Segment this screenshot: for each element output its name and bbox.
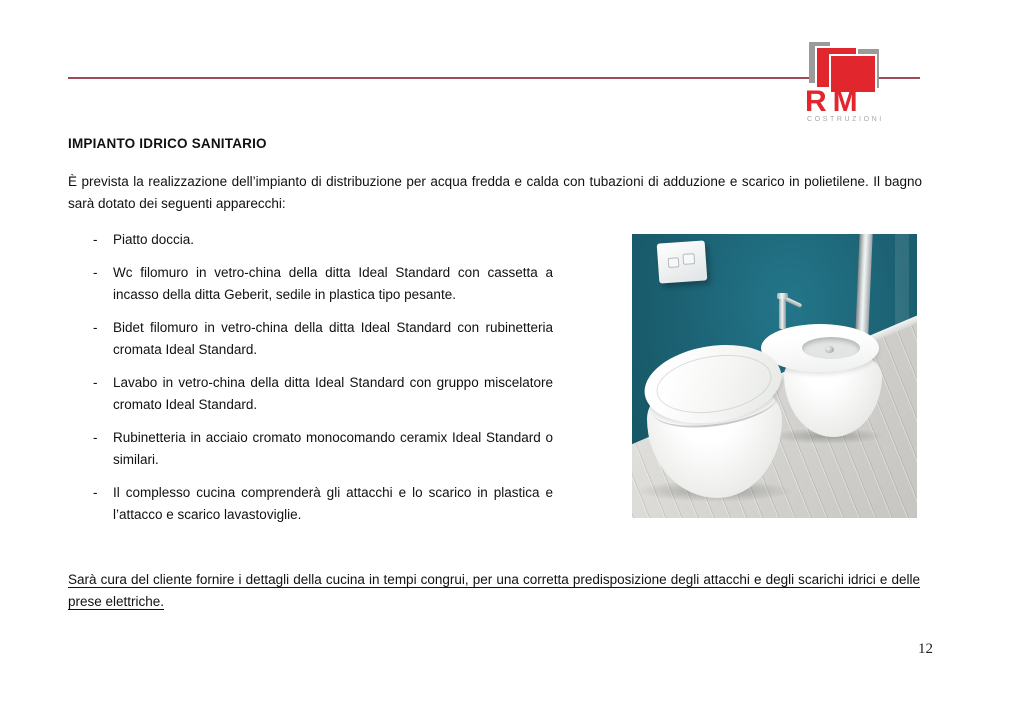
intro-paragraph: È prevista la realizzazione dell’impianto di distribuzione per acqua fredda e calda con tubazioni di adduzione e scarico in polietilene. Il bagno sarà dotato dei seguenti apparecchi: — [68, 174, 922, 211]
dash-bullet: - — [93, 320, 98, 335]
list-item — [93, 229, 558, 251]
footer-note: Sarà cura del cliente fornire i dettagli della cucina in tempi congrui, per una corretta predisposizione degli attacchi e degli scarichi idrici e delle prese elettriche. — [68, 572, 920, 609]
dash-bullet: - — [93, 232, 98, 247]
list-item-text: Lavabo in vetro-china della ditta Ideal Standard con gruppo miscelatore cromato Ideal Standard. — [113, 375, 553, 412]
list-item-text: Piatto doccia. — [113, 232, 195, 247]
company-logo — [800, 38, 925, 130]
page-number: 12 — [918, 641, 933, 657]
fixtures-list — [93, 229, 558, 537]
list-item — [93, 427, 558, 471]
list-item-text: Wc filomuro in vetro-china della ditta Ideal Standard con cassetta a incasso della ditta Geberit, sedile in plastica tipo pesante. — [113, 265, 553, 302]
logo-subtext: COSTRUZIONI — [807, 116, 884, 123]
list-item-text: Il complesso cucina comprenderà gli attacchi e lo scarico in plastica e l’attacco e scarico lavastoviglie. — [113, 485, 553, 522]
flush-button-small — [668, 257, 680, 268]
header-rule — [68, 77, 920, 79]
list-item — [93, 317, 558, 361]
page-title: IMPIANTO IDRICO SANITARIO — [68, 136, 267, 151]
bidet-faucet — [779, 297, 786, 329]
dash-bullet: - — [93, 485, 98, 500]
bathroom-photo — [632, 234, 917, 518]
logo-text: RM — [805, 85, 864, 118]
flush-plate — [657, 240, 708, 283]
list-item-text: Rubinetteria in acciaio cromato monocomando ceramix Ideal Standard o similari. — [113, 430, 553, 467]
list-item-text: Bidet filomuro in vetro-china della ditta Ideal Standard con rubinetteria cromata Ideal Standard. — [113, 320, 553, 357]
list-item — [93, 262, 558, 306]
dash-bullet: - — [93, 430, 98, 445]
bidet-drain — [825, 346, 834, 353]
list-item — [93, 482, 558, 526]
dash-bullet: - — [93, 375, 98, 390]
flush-button-large — [682, 253, 695, 265]
list-item — [93, 372, 558, 416]
dash-bullet: - — [93, 265, 98, 280]
